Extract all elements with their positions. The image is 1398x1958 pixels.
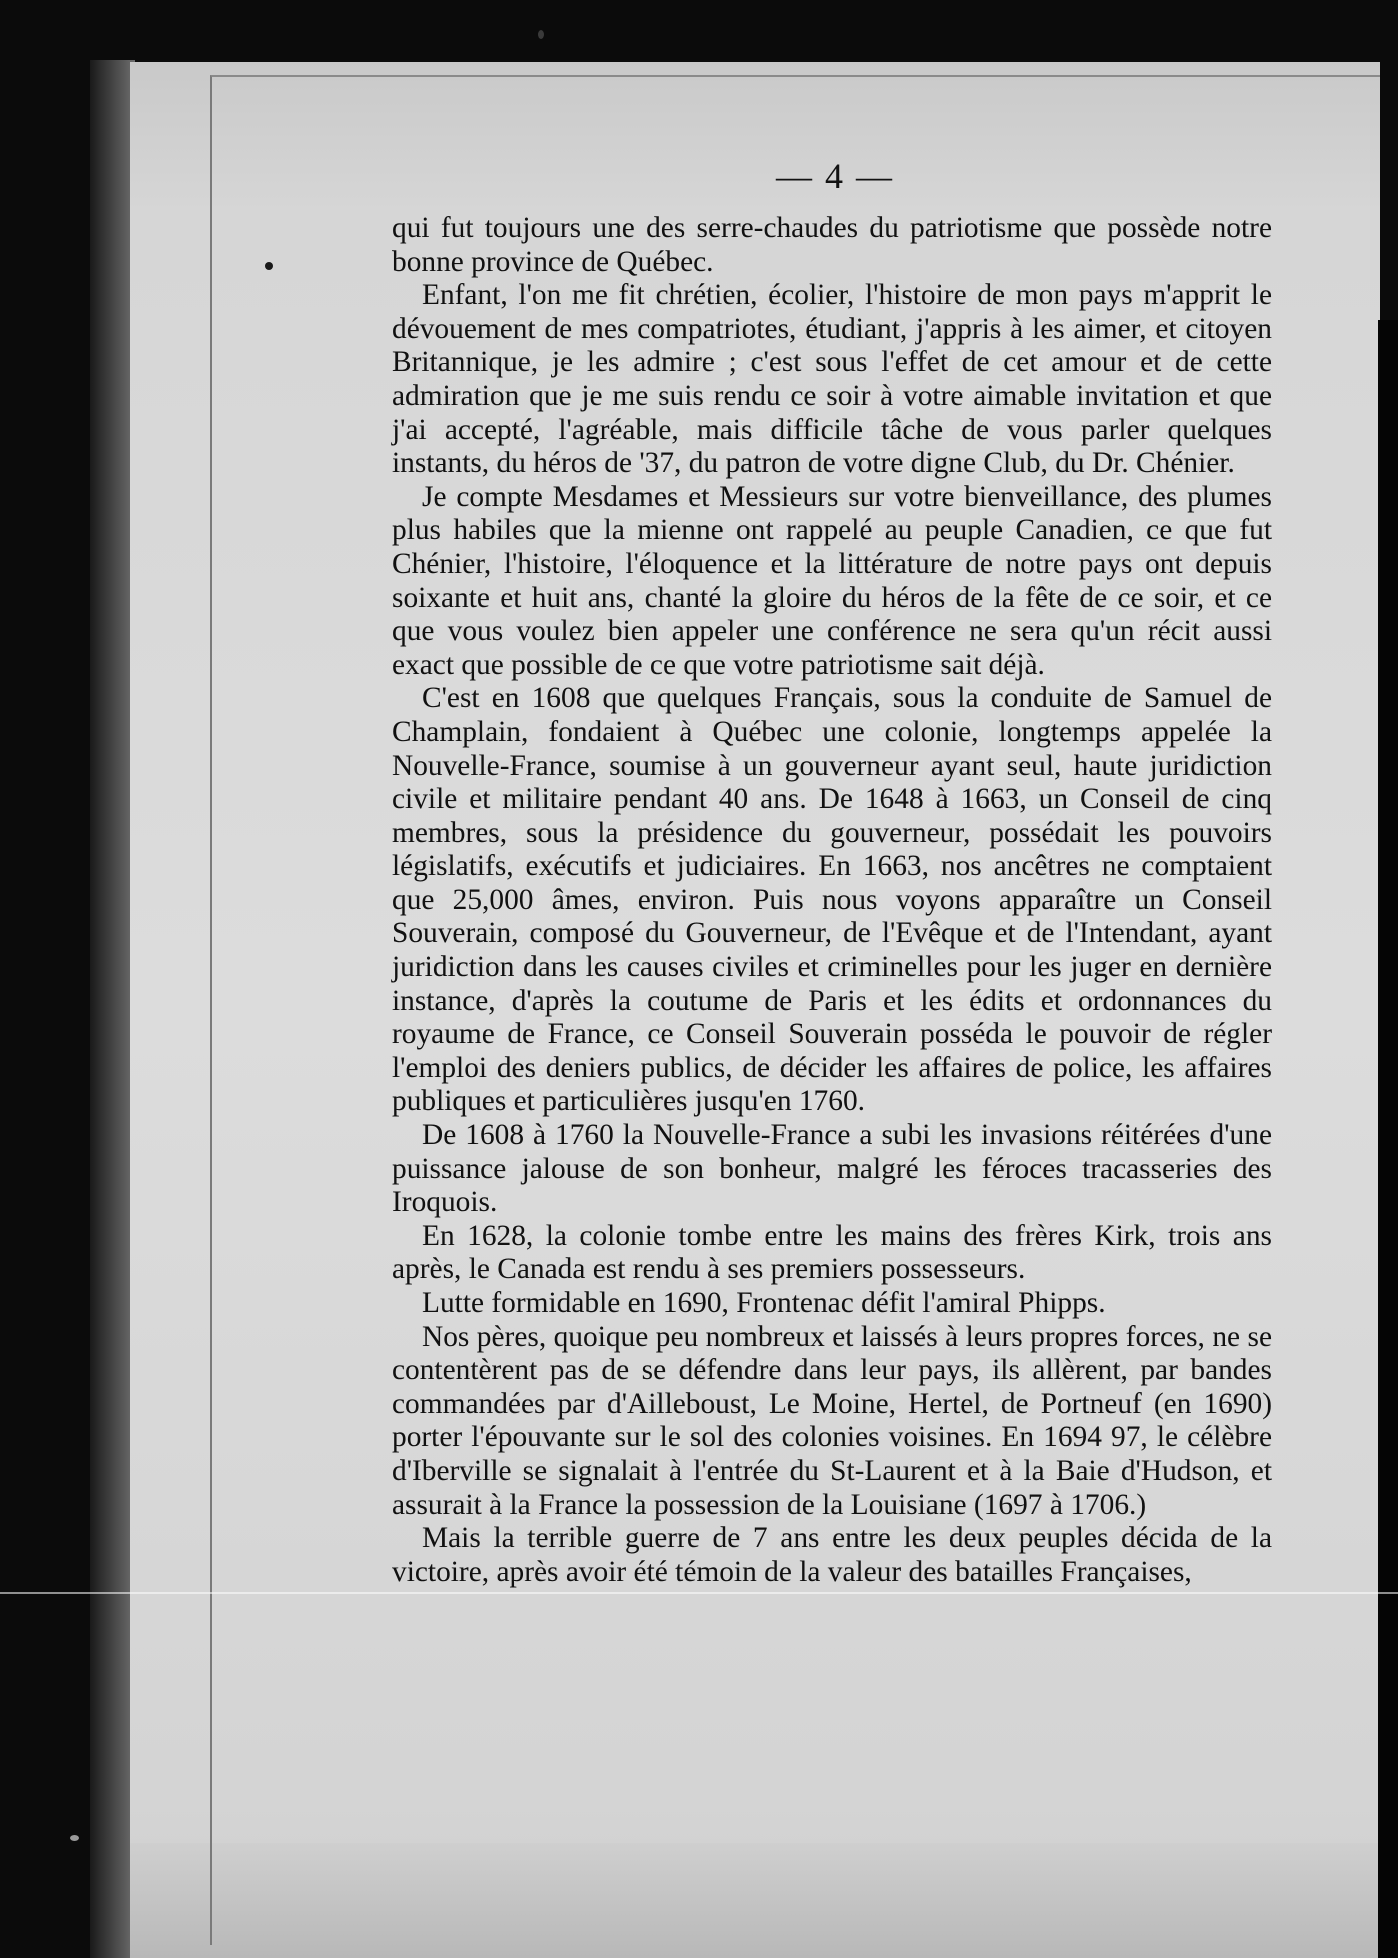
paragraph: En 1628, la colonie tombe entre les mains des frères Kirk, trois ans après, le Canada est rendu à ses premiers possesseurs. [392, 1219, 1272, 1286]
page-edge-shadow [90, 60, 135, 1958]
paragraph: qui fut toujours une des serre-chaudes du patriotisme que possède notre bonne province de Québec. [392, 212, 1272, 278]
ink-speck [70, 1835, 79, 1841]
page-right-gutter [1378, 320, 1398, 1958]
paragraph: Mais la terrible guerre de 7 ans entre les deux peuples décida de la victoire, après avoir été témoin de la valeur des batailles Françaises, [392, 1522, 1272, 1588]
paragraph: De 1608 à 1760 la Nouvelle-France a subi les invasions réitérées d'une puissance jalouse de son bonheur, malgré les féroces tracasseries des Iroquois. [392, 1119, 1272, 1219]
body-text [392, 212, 1272, 1589]
page-number: — 4 — [776, 156, 894, 196]
scan-artifact-line [0, 1592, 1398, 1594]
paragraph: Je compte Mesdames et Messieurs sur votre bienveillance, des plumes plus habiles que la mienne ont rappelé au peuple Canadien, ce que fut Chénier, l'histoire, l'éloquence et la littérature de notre pays ont depuis soixante et huit ans, chanté la gloire du héros de la fête de ce soir, et ce que vous voulez bien appeler une conférence ne sera qu'un récit aussi exact que possible de ce que votre patriotisme sait déjà. [392, 480, 1272, 681]
paragraph: C'est en 1608 que quelques Français, sous la conduite de Samuel de Champlain, fondaient à Québec une colonie, longtemps appelée la Nouvelle-France, soumise à un gouverneur ayant seul, haute juridiction civile et militaire pendant 40 ans. De 1648 à 1663, un Conseil de cinq membres, sous la présidence du gouverneur, possédait les pouvoirs législatifs, exécutifs et judiciaires. En 1663, nos ancêtres ne comptaient que 25,000 âmes, environ. Puis nous voyons apparaître un Conseil Souverain, composé du Gouverneur, de l'Evêque et de l'Intendant, ayant juridiction dans les causes civiles et criminelles pour les juger en dernière instance, d'après la coutume de Paris et les édits et ordonnances du royaume de France, ce Conseil Souverain posséda le pouvoir de régler l'emploi des deniers publics, de décider les affaires de police, les affaires publiques et particulières jusqu'en 1760. [392, 682, 1272, 1118]
paragraph: Nos pères, quoique peu nombreux et laissés à leurs propres forces, ne se contentèrent pas de se défendre dans leur pays, ils allèrent, par bandes commandées par d'Ailleboust, Le Moine, Hertel, de Portneuf (en 1690) porter l'épouvante sur le sol des colonies voisines. En 1694 97, le célèbre d'Iberville se signalait à l'entrée du St-Laurent et à la Baie d'Hudson, et assurait à la France la possession de la Louisiane (1697 à 1706.) [392, 1320, 1272, 1521]
ink-speck [265, 262, 273, 270]
paragraph: Lutte formidable en 1690, Frontenac défit l'amiral Phipps. [422, 1287, 1106, 1319]
ink-speck [538, 30, 544, 39]
paragraph: Enfant, l'on me fit chrétien, écolier, l'histoire de mon pays m'apprit le dévouement de mes compatriotes, étudiant, j'appris à les aimer, et citoyen Britannique, je les admire ; c'est sous l'effet de cet amour et de cette admiration que je me suis rendu ce soir à votre aimable invitation et que j'ai accepté, l'agréable, mais difficile tâche de vous parler quelques instants, du héros de '37, du patron de votre digne Club, du Dr. Chénier. [392, 279, 1272, 480]
